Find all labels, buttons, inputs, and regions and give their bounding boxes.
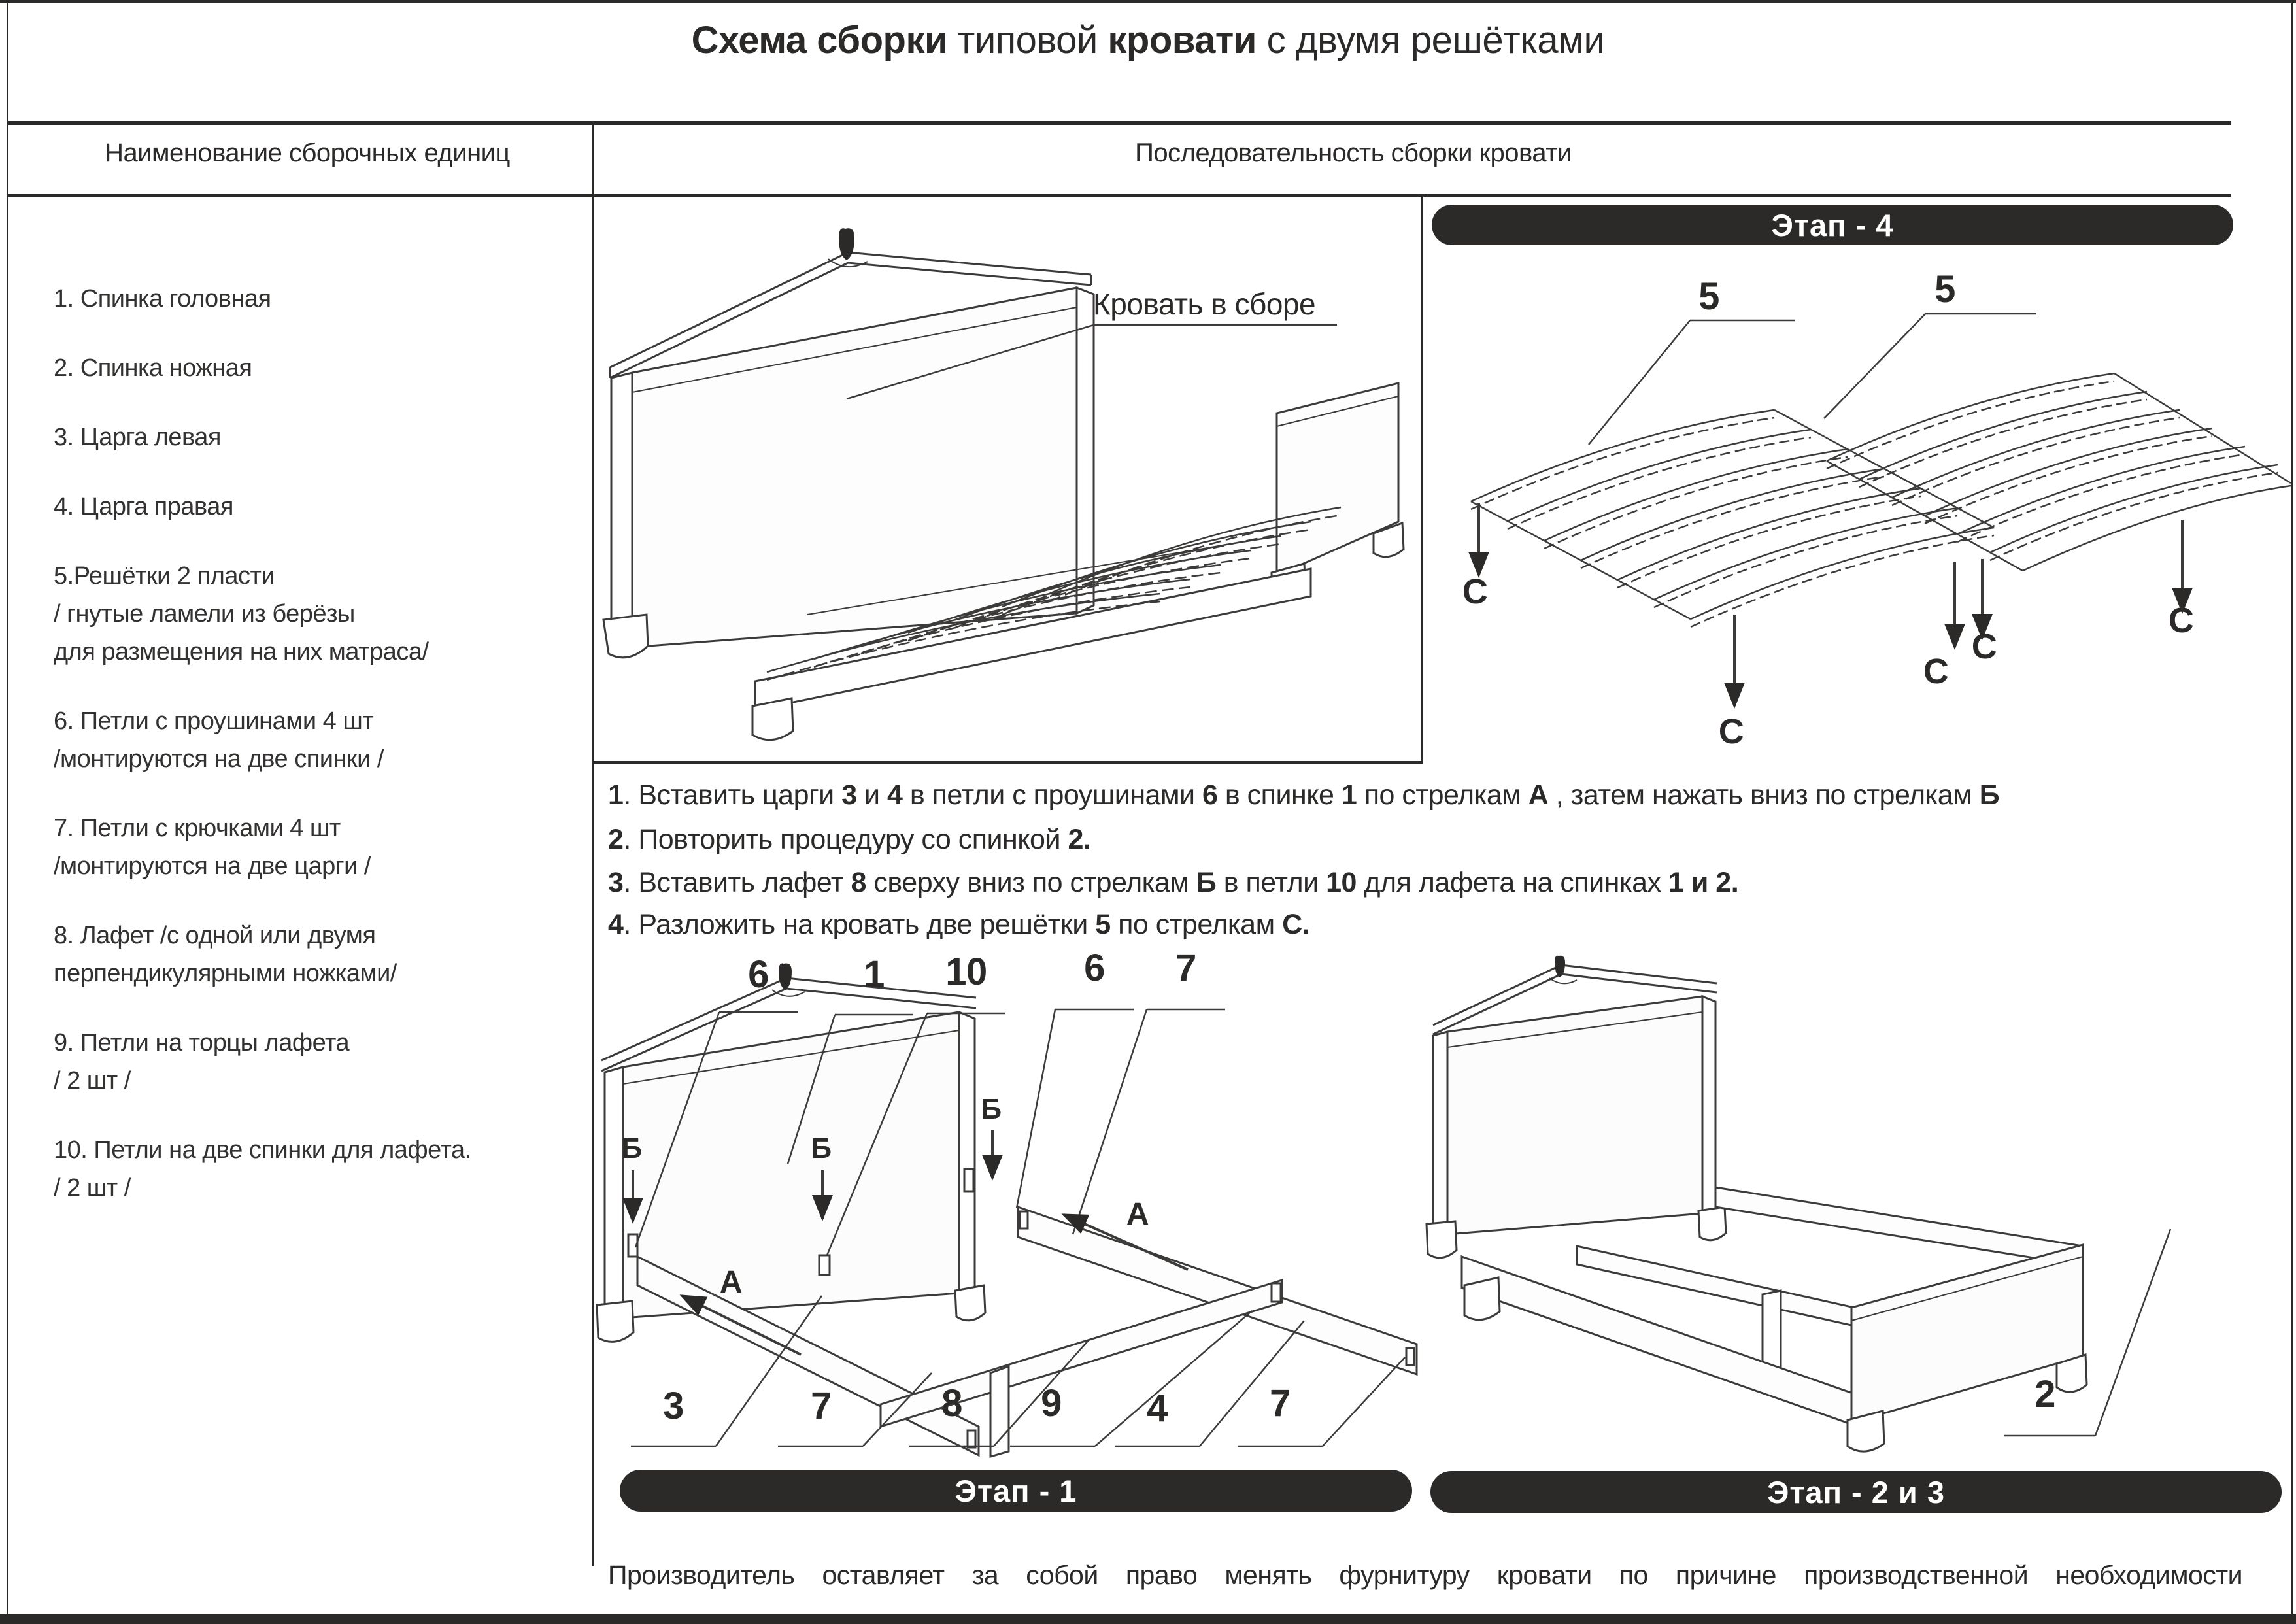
part-label-3: 3 [663, 1385, 684, 1427]
exploded-parts-figure [592, 951, 1464, 1464]
instruction-line-4: 4. Разложить на кровать две решётки 5 по стрелкам С. [608, 909, 1310, 940]
arrow-label-b: Б [621, 1132, 642, 1164]
stage23-banner-label: Этап - 2 и 3 [1766, 1474, 1946, 1510]
arrow-label-c: С [1718, 712, 1744, 751]
stage1-banner [620, 1470, 1412, 1512]
list-item: 6. Петли с проушинами 4 шт /монтируются на две спинки / [54, 707, 384, 773]
instruction-line-3: 3. Вставить лафет 8 сверху вниз по стрелкам Б в петли 10 для лафета на спинках 1 и 2. [608, 867, 1739, 898]
part-label-5: 5 [1698, 275, 1719, 318]
part-label-2: 2 [2034, 1373, 2055, 1415]
part-label-6: 6 [1084, 947, 1105, 989]
part-label-1: 1 [864, 953, 885, 996]
arrow-label-c: С [1462, 572, 1488, 611]
arrow-label-c: С [1971, 627, 1997, 666]
rule-header-top [7, 121, 2231, 125]
arrow-label-c: С [2168, 601, 2194, 640]
part-label-5: 5 [1934, 268, 1955, 311]
parts-list [54, 280, 577, 1238]
part-label-8: 8 [941, 1382, 962, 1425]
left-column-header: Наименование сборочных единиц [105, 139, 510, 167]
right-column-header: Последовательность сборки кровати [1135, 139, 1572, 167]
part-label-6: 6 [748, 953, 769, 996]
list-item: 3. Царга левая [54, 424, 221, 451]
part-label-4: 4 [1147, 1387, 1168, 1430]
list-item: 9. Петли на торцы лафета / 2 шт / [54, 1029, 350, 1094]
stage23-banner [1430, 1471, 2282, 1513]
arrow-label-b: Б [981, 1093, 1002, 1125]
page-title: Схема сборки типовой кровати с двумя решётками [691, 19, 1605, 61]
part-label-7: 7 [1175, 947, 1196, 989]
border-top [0, 0, 2296, 3]
stage4-banner-label: Этап - 4 [1771, 207, 1894, 243]
part-label-7: 7 [811, 1385, 832, 1427]
list-item: 7. Петли с крючками 4 шт /монтируются на две царги / [54, 815, 371, 880]
frame-figure [1425, 955, 2296, 1471]
arrow-label-a: А [1126, 1197, 1149, 1232]
list-item: 10. Петли на две спинки для лафета. / 2 шт / [54, 1136, 471, 1202]
list-item: 2. Спинка ножная [54, 354, 252, 382]
part-label-9: 9 [1041, 1382, 1062, 1425]
list-item: 8. Лафет /с одной или двумя перпендикулярными ножками/ [54, 922, 397, 987]
list-item: 4. Царга правая [54, 493, 233, 520]
arrow-label-b: Б [811, 1132, 832, 1164]
arrow-label-c: С [1923, 652, 1949, 691]
footer-note: Производитель оставляет за собой право менять фурнитуру кровати по причине производственной необходимости [608, 1560, 2242, 1590]
list-item: 1. Спинка головная [54, 285, 271, 313]
stage4-banner [1432, 205, 2233, 245]
assembled-bed-caption: Кровать в сборе [1093, 287, 1316, 321]
stage1-banner-label: Этап - 1 [954, 1473, 1077, 1508]
arrow-label-a: А [719, 1265, 743, 1300]
border-left [7, 0, 8, 1620]
list-item: 5.Решётки 2 пласти / гнутые ламели из берёзы для размещения на них матраса/ [54, 562, 429, 666]
part-label-7: 7 [1270, 1382, 1291, 1425]
border-bottom [0, 1614, 2296, 1624]
lattice-figure [1421, 245, 2296, 771]
part-label-10: 10 [945, 951, 987, 993]
assembled-bed-figure [592, 196, 1421, 763]
instruction-line-2: 2. Повторить процедуру со спинкой 2. [608, 824, 1091, 855]
instruction-line-1: 1. Вставить царги 3 и 4 в петли с проушинами 6 в спинке 1 по стрелкам А , затем нажать вниз по стрелкам Б [608, 779, 2000, 811]
